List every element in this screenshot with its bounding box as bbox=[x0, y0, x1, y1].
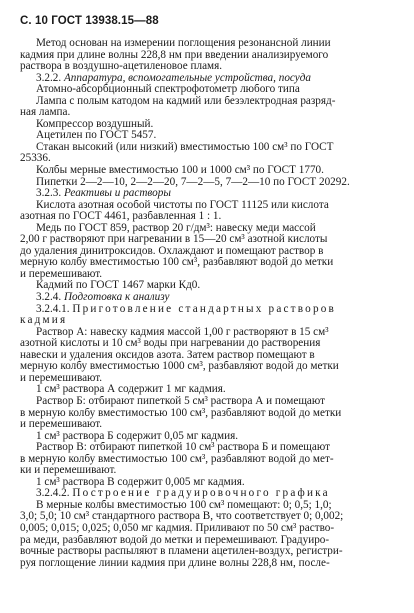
text-line: в мерную колбу вместимостью 100 см³, разбавляют водой до метки bbox=[20, 407, 342, 419]
text-line: ра меди, разбавляют водой до метки и перемешивают. Градуиро- bbox=[20, 534, 330, 546]
text-line: Кислота азотная особой чистоты по ГОСТ 11125 или кислота bbox=[36, 199, 329, 211]
text-line: и перемешивают. bbox=[20, 372, 103, 384]
text-line: Компрессор воздушный. bbox=[36, 118, 154, 130]
text-line: мерную колбу вместимостью 100 см³, разбавляют водой до метки bbox=[20, 257, 334, 269]
text-line: 3.2.2. Аппаратура, вспомогательные устройства, посуда bbox=[36, 72, 311, 84]
text-line: кадмия bbox=[20, 315, 68, 327]
text-line: азотная по ГОСТ 4461, разбавленная 1 : 1. bbox=[20, 211, 222, 223]
page-header: С. 10 ГОСТ 13938.15—88 bbox=[20, 15, 159, 27]
text-line: Лампа с полым катодом на кадмий или безэлектродная разряд- bbox=[36, 95, 336, 107]
text-line: Кадмий по ГОСТ 1467 марки Кд0. bbox=[36, 280, 201, 292]
text-line: Стакан высокий (или низкий) вместимостью 100 см³ по ГОСТ bbox=[36, 141, 334, 153]
text-line: 3.2.4.2. Построение градуировочного графика bbox=[36, 488, 330, 500]
text-line: навески и удаления оксидов азота. Затем раствор помещают в bbox=[20, 349, 315, 361]
text-line: 2,00 г растворяют при нагревании в 15—20 см³ азотной кислоты bbox=[20, 234, 328, 246]
text-line: и перемешивают. bbox=[20, 419, 103, 431]
text-line: 3.2.3. Реактивы и растворы bbox=[36, 188, 171, 200]
text-line: 1 см³ раствора Б содержит 0,05 мг кадмия. bbox=[36, 430, 239, 442]
text-line: Атомно-абсорбционный спектрофотометр любого типа bbox=[36, 84, 300, 96]
text-line: кадмия при длине волны 228,8 нм при введении анализируемого bbox=[20, 49, 329, 61]
text-line: ная лампа. bbox=[20, 107, 71, 119]
text-line: раствора в воздушно-ацетиленовое пламя. bbox=[20, 61, 223, 73]
text-line: в мерную колбу вместимостью 100 см³, разбавляют водой до мет- bbox=[20, 453, 334, 465]
text-line: В мерные колбы вместимостью 100 см³ помещают: 0; 0,5; 1,0; bbox=[36, 499, 332, 511]
text-line: и перемешивают. bbox=[20, 268, 103, 280]
text-line: 1 см³ раствора В содержит 0,005 мг кадмия. bbox=[36, 476, 245, 488]
text-line: Раствор Б: отбирают пипеткой 5 см³ раствора А и помещают bbox=[36, 395, 325, 407]
text-line: 0,005; 0,015; 0,025; 0,050 мг кадмия. Приливают по 50 см³ раство- bbox=[20, 522, 335, 534]
text-line: мерную колбу вместимостью 1000 см³, разбавляют водой до метки bbox=[20, 361, 339, 373]
text-line: 3,0; 5,0; 10 см³ стандартного раствора В, что соответствует 0; 0,002; bbox=[20, 511, 344, 523]
text-line: Пипетки 2—2—10, 2—2—20, 7—2—5, 7—2—10 по ГОСТ 20292. bbox=[36, 176, 350, 188]
text-line: 25336. bbox=[20, 153, 51, 165]
text-line: ки и перемешивают. bbox=[20, 465, 117, 477]
text-line: Раствор А: навеску кадмия массой 1,00 г растворяют в 15 см³ bbox=[36, 326, 329, 338]
text-line: азотной кислоты и 10 см³ воды при нагревании до растворения bbox=[20, 338, 321, 350]
text-line: вочные растворы распыляют в пламени ацетилен-воздух, регистри- bbox=[20, 546, 343, 558]
text-line: руя поглощение линии кадмия при длине волны 228,8 нм, после- bbox=[20, 557, 330, 569]
text-line: 3.2.4.1. Приготовление стандартных растворов bbox=[36, 303, 337, 315]
text-line: Метод основан на измерении поглощения резонансной линии bbox=[36, 38, 331, 49]
text-line: 3.2.4. Подготовка к анализу bbox=[36, 292, 170, 304]
document-body bbox=[20, 38, 400, 569]
text-line: Ацетилен по ГОСТ 5457. bbox=[36, 130, 157, 142]
text-line: Раствор В: отбирают пипеткой 10 см³ раствора Б и помещают bbox=[36, 442, 330, 454]
text-line: Медь по ГОСТ 859, раствор 20 г/дм³: навеску меди массой bbox=[36, 222, 316, 234]
text-line: до удаления динитроксидов. Охлаждают и помещают раствор в bbox=[20, 245, 324, 257]
text-line: Колбы мерные вместимостью 100 и 1000 см³ по ГОСТ 1770. bbox=[36, 165, 324, 177]
text-line: 1 см³ раствора А содержит 1 мг кадмия. bbox=[36, 384, 226, 396]
